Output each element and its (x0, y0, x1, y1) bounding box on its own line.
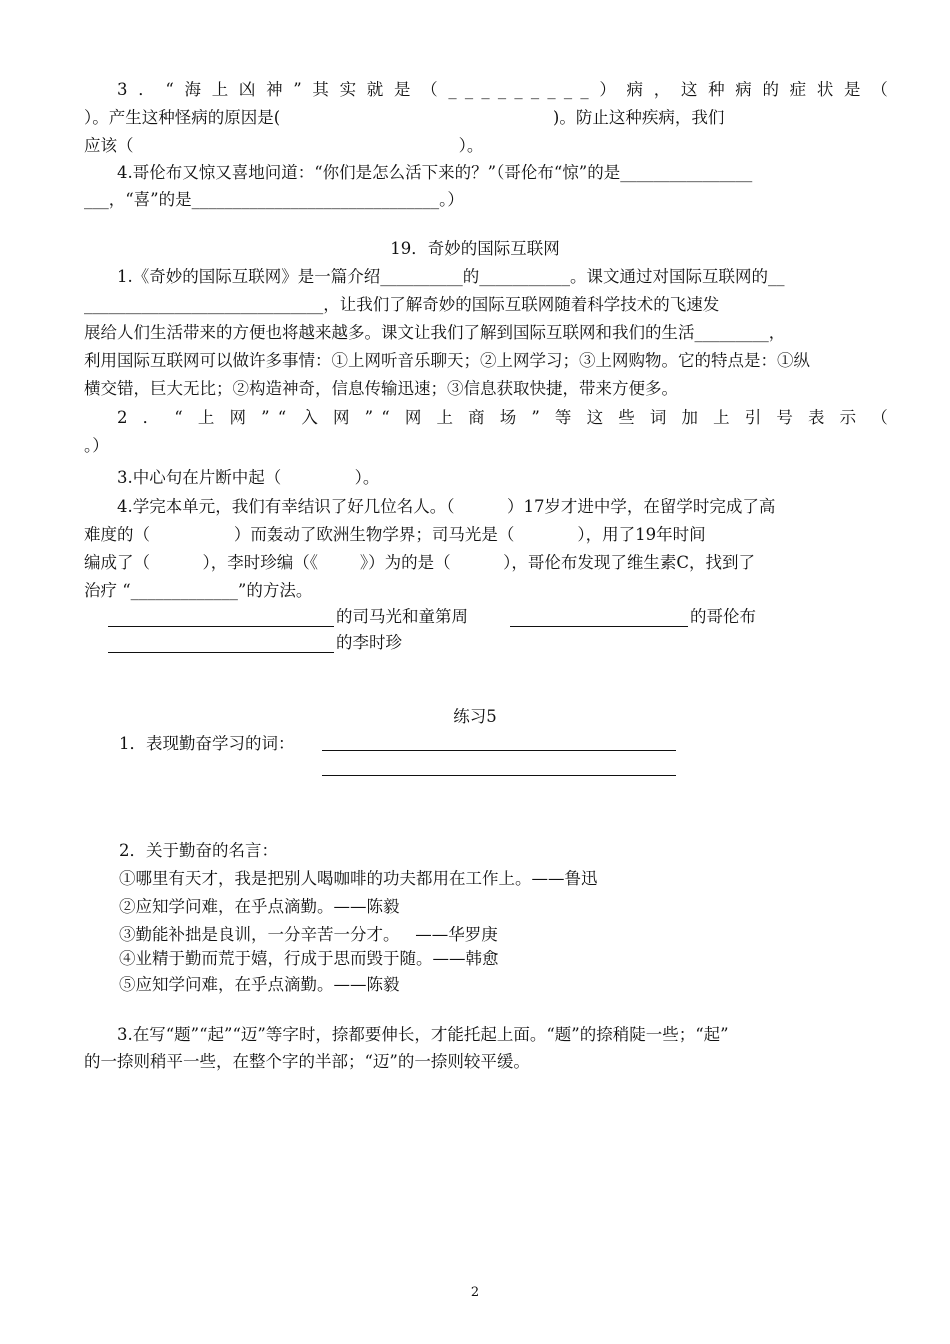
answer-line (322, 775, 676, 776)
page-number: 2 (470, 1285, 480, 1300)
s18-q4-line2: ___，“喜”的是______________________________。） (84, 190, 464, 209)
s18-q4-line1: 4.哥伦布又惊又喜地问道：“你们是怎么活下来的？”（哥伦布“惊”的是________________ (117, 163, 753, 182)
fill-label-sima-tong: 的司马光和童第周 (336, 607, 468, 626)
s19-q2-line1: 2．“上网”“入网”“网上商场”等这些词加上引号表示（ (117, 408, 896, 427)
s19-q4-line4: 治疗 “_____________”的方法。 (84, 581, 313, 600)
fill-blank-line (108, 652, 334, 653)
s19-q2-line2: 。） (84, 436, 109, 455)
s19-q4-line3: 编成了（ ），李时珍编（《 》）为的是（ ），哥伦布发现了维生素C，找到了 (84, 553, 755, 572)
s18-q3-line1: 3．“海上凶神”其实就是（_________）病，这种病的症状是（ (117, 80, 896, 99)
s19-q4-line1: 4.学完本单元，我们有幸结识了好几位名人。（ ）17岁才进中学，在留学时完成了高 (117, 497, 776, 516)
s19-q1-line1: 1.《奇妙的国际互联网》是一篇介绍__________的___________。课文通过对国际互联网的__ (117, 267, 785, 286)
fill-label-columbus: 的哥伦布 (690, 607, 756, 626)
s19-q3: 3.中心句在片断中起（ ）。 (117, 468, 380, 487)
ex5-q3-line2: 的一捺则稍平一些，在整个字的半部；“迈”的一捺则较平缓。 (84, 1052, 530, 1071)
quote-item: ⑤应知学问难，在乎点滴勤。——陈毅 (119, 975, 400, 994)
s19-q1-line3: 展给人们生活带来的方便也将越来越多。课文让我们了解到国际互联网和我们的生活_________， (84, 323, 786, 342)
s19-q1-line4: 利用国际互联网可以做许多事情：①上网听音乐聊天；②上网学习；③上网购物。它的特点是：①纵 (84, 351, 810, 370)
quote-item: ④业精于勤而荒于嬉，行成于思而毁于随。——韩愈 (119, 949, 499, 968)
s19-q1-line2: _____________________________，让我们了解奇妙的国际互联网随着科学技术的飞速发 (84, 295, 720, 314)
section-19-title: 19．奇妙的国际互联网 (390, 239, 560, 258)
fill-label-lishizhen: 的李时珍 (336, 633, 402, 652)
quote-item: ③勤能补拙是良训，一分辛苦一分才。 ——华罗庚 (119, 925, 498, 944)
s19-q4-line2: 难度的（ ）而轰动了欧洲生物学界；司马光是（ ），用了19年时间 (84, 525, 706, 544)
ex5-q3-line1: 3.在写“题”“起”“迈”等字时，捺都要伸长，才能托起上面。“题”的捺稍陡一些；“起” (117, 1025, 729, 1044)
s19-q1-line5: 横交错，巨大无比；②构造神奇，信息传输迅速；③信息获取快捷，带来方便多。 (84, 379, 678, 398)
exercise-5-title: 练习5 (453, 707, 497, 726)
ex5-q2: 2．关于勤奋的名言： (119, 841, 278, 860)
fill-blank-line (108, 626, 334, 627)
s18-q3-line3: 应该（ ）。 (84, 136, 484, 155)
s18-q3-line2: ）。产生这种怪病的原因是( )。防止这种疾病，我们 (84, 108, 725, 127)
quote-item: ②应知学问难，在乎点滴勤。——陈毅 (119, 897, 400, 916)
quote-item: ①哪里有天才，我是把别人喝咖啡的功夫都用在工作上。——鲁迅 (119, 869, 598, 888)
ex5-q1: 1．表现勤奋学习的词： (119, 734, 295, 753)
fill-blank-line (510, 626, 688, 627)
answer-line (322, 750, 676, 751)
